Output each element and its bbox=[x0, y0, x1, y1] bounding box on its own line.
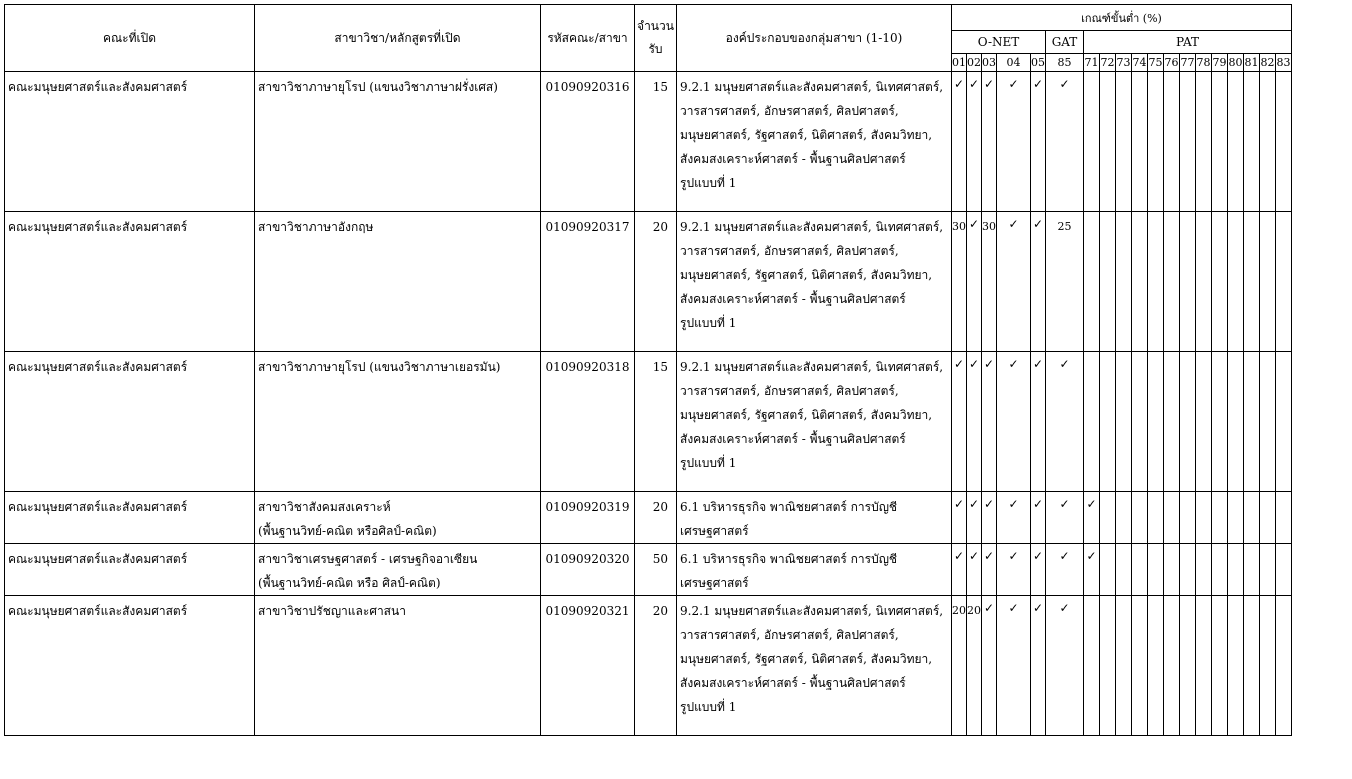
components-line: รูปแบบที่ 1 bbox=[680, 316, 737, 330]
onet-criteria-cell: ✓ bbox=[997, 212, 1031, 352]
components-line: รูปแบบที่ 1 bbox=[680, 456, 737, 470]
pat-criteria-cell bbox=[1260, 544, 1276, 596]
program-line: สาขาวิชาปรัชญาและศาสนา bbox=[258, 604, 406, 618]
pat-criteria-cell bbox=[1116, 596, 1132, 736]
onet-criteria-cell: ✓ bbox=[997, 492, 1031, 544]
components-cell bbox=[677, 544, 952, 596]
faculty-cell: คณะมนุษยศาสตร์และสังคมศาสตร์ bbox=[5, 72, 255, 212]
gat-criteria-cell: ✓ bbox=[1046, 596, 1084, 736]
header-faculty-label: คณะที่เปิด bbox=[102, 30, 157, 45]
onet-criteria-cell: 20 bbox=[967, 596, 982, 736]
header-onet-col-05: 05 bbox=[1031, 53, 1046, 71]
components-line: 9.2.1 มนุษยศาสตร์และสังคมศาสตร์, นิเทศศาสตร์, bbox=[680, 360, 944, 374]
components-line: สังคมสงเคราะห์ศาสตร์ - พื้นฐานศิลปศาสตร์ bbox=[680, 432, 906, 446]
table-row bbox=[5, 72, 1292, 212]
table-row bbox=[5, 544, 1292, 596]
intake-count-cell: 20 bbox=[635, 492, 677, 544]
components-line: มนุษยศาสตร์, รัฐศาสตร์, นิติศาสตร์, สังคมวิทยา, bbox=[680, 408, 933, 422]
pat-criteria-cell bbox=[1244, 492, 1260, 544]
pat-criteria-cell bbox=[1084, 352, 1100, 492]
gat-criteria-cell: 25 bbox=[1046, 212, 1084, 352]
onet-criteria-cell: 20 bbox=[952, 596, 967, 736]
components-cell bbox=[677, 212, 952, 352]
components-line: 9.2.1 มนุษยศาสตร์และสังคมศาสตร์, นิเทศศาสตร์, bbox=[680, 220, 944, 234]
intake-count-cell: 15 bbox=[635, 72, 677, 212]
pat-criteria-cell bbox=[1196, 352, 1212, 492]
header-count bbox=[635, 5, 677, 72]
header-code-label: รหัสคณะ/สาขา bbox=[547, 30, 628, 45]
pat-criteria-cell: ✓ bbox=[1084, 544, 1100, 596]
components-line: สังคมสงเคราะห์ศาสตร์ - พื้นฐานศิลปศาสตร์ bbox=[680, 676, 906, 690]
header-pat-col-80: 80 bbox=[1228, 53, 1244, 71]
onet-criteria-cell: ✓ bbox=[1031, 212, 1046, 352]
program-cell bbox=[255, 72, 541, 212]
components-line: วารสารศาสตร์, อักษรศาสตร์, ศิลปศาสตร์, bbox=[680, 384, 899, 398]
onet-criteria-cell: ✓ bbox=[982, 596, 997, 736]
pat-criteria-cell bbox=[1148, 492, 1164, 544]
pat-criteria-cell bbox=[1228, 492, 1244, 544]
pat-criteria-cell bbox=[1100, 352, 1116, 492]
program-code-cell: 01090920318 bbox=[541, 352, 635, 492]
program-cell bbox=[255, 596, 541, 736]
program-cell bbox=[255, 492, 541, 544]
pat-criteria-cell bbox=[1132, 492, 1148, 544]
program-cell bbox=[255, 544, 541, 596]
pat-criteria-cell bbox=[1084, 212, 1100, 352]
header-pat-col-78: 78 bbox=[1196, 53, 1212, 71]
onet-criteria-cell: ✓ bbox=[967, 352, 982, 492]
onet-criteria-cell: ✓ bbox=[952, 492, 967, 544]
pat-criteria-cell bbox=[1100, 596, 1116, 736]
header-pat-col-74: 74 bbox=[1132, 53, 1148, 71]
program-line: สาขาวิชาสังคมสงเคราะห์ bbox=[258, 500, 391, 514]
program-code-cell: 01090920320 bbox=[541, 544, 635, 596]
program-line: (พื้นฐานวิทย์-คณิต หรือ ศิลป์-คณิต) bbox=[258, 576, 441, 590]
pat-criteria-cell bbox=[1276, 596, 1292, 736]
pat-criteria-cell bbox=[1132, 72, 1148, 212]
program-code-cell: 01090920317 bbox=[541, 212, 635, 352]
header-pat-col-82: 82 bbox=[1260, 53, 1276, 71]
pat-criteria-cell bbox=[1164, 212, 1180, 352]
components-cell bbox=[677, 596, 952, 736]
faculty-cell: คณะมนุษยศาสตร์และสังคมศาสตร์ bbox=[5, 352, 255, 492]
pat-criteria-cell bbox=[1276, 544, 1292, 596]
components-line: สังคมสงเคราะห์ศาสตร์ - พื้นฐานศิลปศาสตร์ bbox=[680, 292, 906, 306]
pat-criteria-cell bbox=[1148, 352, 1164, 492]
table-row bbox=[5, 212, 1292, 352]
pat-criteria-cell bbox=[1276, 352, 1292, 492]
pat-criteria-cell bbox=[1100, 544, 1116, 596]
intake-count-cell: 20 bbox=[635, 596, 677, 736]
table-row bbox=[5, 596, 1292, 736]
header-onet-col-02: 02 bbox=[967, 53, 982, 71]
pat-criteria-cell bbox=[1276, 72, 1292, 212]
pat-criteria-cell bbox=[1244, 596, 1260, 736]
pat-criteria-cell bbox=[1116, 352, 1132, 492]
header-onet-col-03: 03 bbox=[982, 53, 997, 71]
header-pat-label: PAT bbox=[1176, 35, 1199, 50]
components-line: มนุษยศาสตร์, รัฐศาสตร์, นิติศาสตร์, สังคมวิทยา, bbox=[680, 128, 933, 142]
onet-criteria-cell: 30 bbox=[982, 212, 997, 352]
program-code-cell: 01090920321 bbox=[541, 596, 635, 736]
pat-criteria-cell bbox=[1196, 596, 1212, 736]
components-line: รูปแบบที่ 1 bbox=[680, 176, 737, 190]
program-code-cell: 01090920319 bbox=[541, 492, 635, 544]
pat-criteria-cell bbox=[1132, 352, 1148, 492]
components-line: มนุษยศาสตร์, รัฐศาสตร์, นิติศาสตร์, สังคมวิทยา, bbox=[680, 652, 933, 666]
pat-criteria-cell bbox=[1276, 492, 1292, 544]
pat-criteria-cell bbox=[1164, 544, 1180, 596]
pat-criteria-cell bbox=[1196, 544, 1212, 596]
header-onet bbox=[952, 31, 1046, 53]
pat-criteria-cell bbox=[1228, 596, 1244, 736]
pat-criteria-cell bbox=[1116, 212, 1132, 352]
header-components-label: องค์ประกอบของกลุ่มสาขา (1-10) bbox=[725, 30, 903, 45]
header-program-label: สาขาวิชา/หลักสูตรที่เปิด bbox=[334, 30, 461, 45]
header-count-line2: รับ bbox=[648, 42, 663, 56]
pat-criteria-cell bbox=[1260, 72, 1276, 212]
header-components bbox=[677, 5, 952, 72]
admission-table-wrapper bbox=[4, 4, 1292, 736]
onet-criteria-cell: ✓ bbox=[952, 72, 967, 212]
onet-criteria-cell: ✓ bbox=[982, 544, 997, 596]
pat-criteria-cell bbox=[1084, 596, 1100, 736]
pat-criteria-cell bbox=[1084, 72, 1100, 212]
header-pat-col-71: 71 bbox=[1084, 53, 1100, 71]
header-pat-col-81: 81 bbox=[1244, 53, 1260, 71]
header-faculty bbox=[5, 5, 255, 72]
pat-criteria-cell bbox=[1164, 72, 1180, 212]
onet-criteria-cell: ✓ bbox=[997, 352, 1031, 492]
pat-criteria-cell bbox=[1212, 596, 1228, 736]
components-line: 9.2.1 มนุษยศาสตร์และสังคมศาสตร์, นิเทศศาสตร์, bbox=[680, 604, 944, 618]
header-pat-col-76: 76 bbox=[1164, 53, 1180, 71]
pat-criteria-cell bbox=[1132, 212, 1148, 352]
pat-criteria-cell bbox=[1164, 596, 1180, 736]
program-line: สาขาวิชาเศรษฐศาสตร์ - เศรษฐกิจอาเซียน bbox=[258, 552, 478, 566]
program-code-cell: 01090920316 bbox=[541, 72, 635, 212]
components-line: รูปแบบที่ 1 bbox=[680, 700, 737, 714]
onet-criteria-cell: ✓ bbox=[967, 212, 982, 352]
pat-criteria-cell bbox=[1244, 544, 1260, 596]
program-line: สาขาวิชาภาษายุโรป (แขนงวิชาภาษาฝรั่งเศส) bbox=[258, 80, 498, 94]
pat-criteria-cell bbox=[1228, 352, 1244, 492]
faculty-cell: คณะมนุษยศาสตร์และสังคมศาสตร์ bbox=[5, 596, 255, 736]
pat-criteria-cell bbox=[1132, 544, 1148, 596]
components-line: วารสารศาสตร์, อักษรศาสตร์, ศิลปศาสตร์, bbox=[680, 104, 899, 118]
onet-criteria-cell: ✓ bbox=[997, 72, 1031, 212]
header-gat-label: GAT bbox=[1051, 35, 1078, 50]
header-onet-label: O-NET bbox=[977, 35, 1020, 50]
header-pat-col-79: 79 bbox=[1212, 53, 1228, 71]
components-line: วารสารศาสตร์, อักษรศาสตร์, ศิลปศาสตร์, bbox=[680, 244, 899, 258]
header-gat-col-85: 85 bbox=[1046, 53, 1084, 71]
onet-criteria-cell: ✓ bbox=[997, 596, 1031, 736]
pat-criteria-cell bbox=[1228, 544, 1244, 596]
pat-criteria-cell bbox=[1116, 544, 1132, 596]
pat-criteria-cell bbox=[1196, 492, 1212, 544]
onet-criteria-cell: ✓ bbox=[997, 544, 1031, 596]
header-pat-col-73: 73 bbox=[1116, 53, 1132, 71]
table-row bbox=[5, 352, 1292, 492]
pat-criteria-cell bbox=[1116, 72, 1132, 212]
pat-criteria-cell bbox=[1100, 72, 1116, 212]
pat-criteria-cell bbox=[1244, 352, 1260, 492]
pat-criteria-cell bbox=[1212, 492, 1228, 544]
pat-criteria-cell bbox=[1212, 544, 1228, 596]
onet-criteria-cell: ✓ bbox=[1031, 544, 1046, 596]
header-criteria bbox=[952, 5, 1292, 31]
components-line: มนุษยศาสตร์, รัฐศาสตร์, นิติศาสตร์, สังคมวิทยา, bbox=[680, 268, 933, 282]
pat-criteria-cell bbox=[1148, 596, 1164, 736]
pat-criteria-cell bbox=[1212, 212, 1228, 352]
admission-criteria-table bbox=[4, 4, 1292, 736]
components-line: เศรษฐศาสตร์ bbox=[680, 576, 749, 590]
pat-criteria-cell bbox=[1196, 212, 1212, 352]
pat-criteria-cell bbox=[1164, 492, 1180, 544]
components-line: เศรษฐศาสตร์ bbox=[680, 524, 749, 538]
header-pat-col-75: 75 bbox=[1148, 53, 1164, 71]
header-pat-col-72: 72 bbox=[1100, 53, 1116, 71]
onet-criteria-cell: ✓ bbox=[967, 544, 982, 596]
components-line: สังคมสงเคราะห์ศาสตร์ - พื้นฐานศิลปศาสตร์ bbox=[680, 152, 906, 166]
gat-criteria-cell: ✓ bbox=[1046, 72, 1084, 212]
onet-criteria-cell: ✓ bbox=[967, 492, 982, 544]
onet-criteria-cell: ✓ bbox=[1031, 352, 1046, 492]
onet-criteria-cell: ✓ bbox=[1031, 72, 1046, 212]
gat-criteria-cell: ✓ bbox=[1046, 544, 1084, 596]
header-code bbox=[541, 5, 635, 72]
pat-criteria-cell bbox=[1180, 212, 1196, 352]
onet-criteria-cell: ✓ bbox=[982, 72, 997, 212]
table-body bbox=[5, 72, 1292, 736]
program-cell bbox=[255, 212, 541, 352]
onet-criteria-cell: ✓ bbox=[982, 492, 997, 544]
pat-criteria-cell bbox=[1260, 212, 1276, 352]
faculty-cell: คณะมนุษยศาสตร์และสังคมศาสตร์ bbox=[5, 492, 255, 544]
header-pat-col-77: 77 bbox=[1180, 53, 1196, 71]
gat-criteria-cell: ✓ bbox=[1046, 352, 1084, 492]
pat-criteria-cell bbox=[1100, 212, 1116, 352]
onet-criteria-cell: ✓ bbox=[982, 352, 997, 492]
onet-criteria-cell: ✓ bbox=[1031, 492, 1046, 544]
header-gat bbox=[1046, 31, 1084, 53]
pat-criteria-cell bbox=[1148, 212, 1164, 352]
pat-criteria-cell bbox=[1180, 352, 1196, 492]
pat-criteria-cell bbox=[1148, 72, 1164, 212]
pat-criteria-cell bbox=[1244, 72, 1260, 212]
pat-criteria-cell bbox=[1180, 72, 1196, 212]
faculty-cell: คณะมนุษยศาสตร์และสังคมศาสตร์ bbox=[5, 212, 255, 352]
components-line: 9.2.1 มนุษยศาสตร์และสังคมศาสตร์, นิเทศศาสตร์, bbox=[680, 80, 944, 94]
components-cell bbox=[677, 352, 952, 492]
components-line: 6.1 บริหารธุรกิจ พาณิชยศาสตร์ การบัญชี bbox=[680, 500, 898, 514]
pat-criteria-cell bbox=[1180, 596, 1196, 736]
pat-criteria-cell bbox=[1276, 212, 1292, 352]
onet-criteria-cell: ✓ bbox=[952, 544, 967, 596]
pat-criteria-cell bbox=[1100, 492, 1116, 544]
header-program bbox=[255, 5, 541, 72]
onet-criteria-cell: ✓ bbox=[952, 352, 967, 492]
intake-count-cell: 15 bbox=[635, 352, 677, 492]
pat-criteria-cell bbox=[1164, 352, 1180, 492]
pat-criteria-cell bbox=[1228, 72, 1244, 212]
pat-criteria-cell bbox=[1228, 212, 1244, 352]
pat-criteria-cell bbox=[1260, 352, 1276, 492]
pat-criteria-cell: ✓ bbox=[1084, 492, 1100, 544]
onet-criteria-cell: 30 bbox=[952, 212, 967, 352]
pat-criteria-cell bbox=[1180, 492, 1196, 544]
components-cell bbox=[677, 72, 952, 212]
program-line: (พื้นฐานวิทย์-คณิต หรือศิลป์-คณิต) bbox=[258, 524, 437, 538]
components-line: 6.1 บริหารธุรกิจ พาณิชยศาสตร์ การบัญชี bbox=[680, 552, 898, 566]
header-pat bbox=[1084, 31, 1292, 53]
pat-criteria-cell bbox=[1180, 544, 1196, 596]
pat-criteria-cell bbox=[1244, 212, 1260, 352]
pat-criteria-cell bbox=[1212, 352, 1228, 492]
table-row bbox=[5, 492, 1292, 544]
onet-criteria-cell: ✓ bbox=[1031, 596, 1046, 736]
onet-criteria-cell: ✓ bbox=[967, 72, 982, 212]
program-line: สาขาวิชาภาษาอังกฤษ bbox=[258, 220, 374, 234]
components-line: วารสารศาสตร์, อักษรศาสตร์, ศิลปศาสตร์, bbox=[680, 628, 899, 642]
gat-criteria-cell: ✓ bbox=[1046, 492, 1084, 544]
header-onet-col-04: 04 bbox=[997, 53, 1031, 71]
header-onet-col-01: 01 bbox=[952, 53, 967, 71]
pat-criteria-cell bbox=[1260, 596, 1276, 736]
header-pat-col-83: 83 bbox=[1276, 53, 1292, 71]
intake-count-cell: 50 bbox=[635, 544, 677, 596]
pat-criteria-cell bbox=[1132, 596, 1148, 736]
pat-criteria-cell bbox=[1260, 492, 1276, 544]
program-cell bbox=[255, 352, 541, 492]
faculty-cell: คณะมนุษยศาสตร์และสังคมศาสตร์ bbox=[5, 544, 255, 596]
header-count-line1: จำนวน bbox=[637, 19, 674, 33]
intake-count-cell: 20 bbox=[635, 212, 677, 352]
components-cell bbox=[677, 492, 952, 544]
program-line: สาขาวิชาภาษายุโรป (แขนงวิชาภาษาเยอรมัน) bbox=[258, 360, 501, 374]
header-criteria-label: เกณฑ์ขั้นต่ำ (%) bbox=[1081, 11, 1162, 25]
pat-criteria-cell bbox=[1148, 544, 1164, 596]
pat-criteria-cell bbox=[1212, 72, 1228, 212]
pat-criteria-cell bbox=[1116, 492, 1132, 544]
pat-criteria-cell bbox=[1196, 72, 1212, 212]
